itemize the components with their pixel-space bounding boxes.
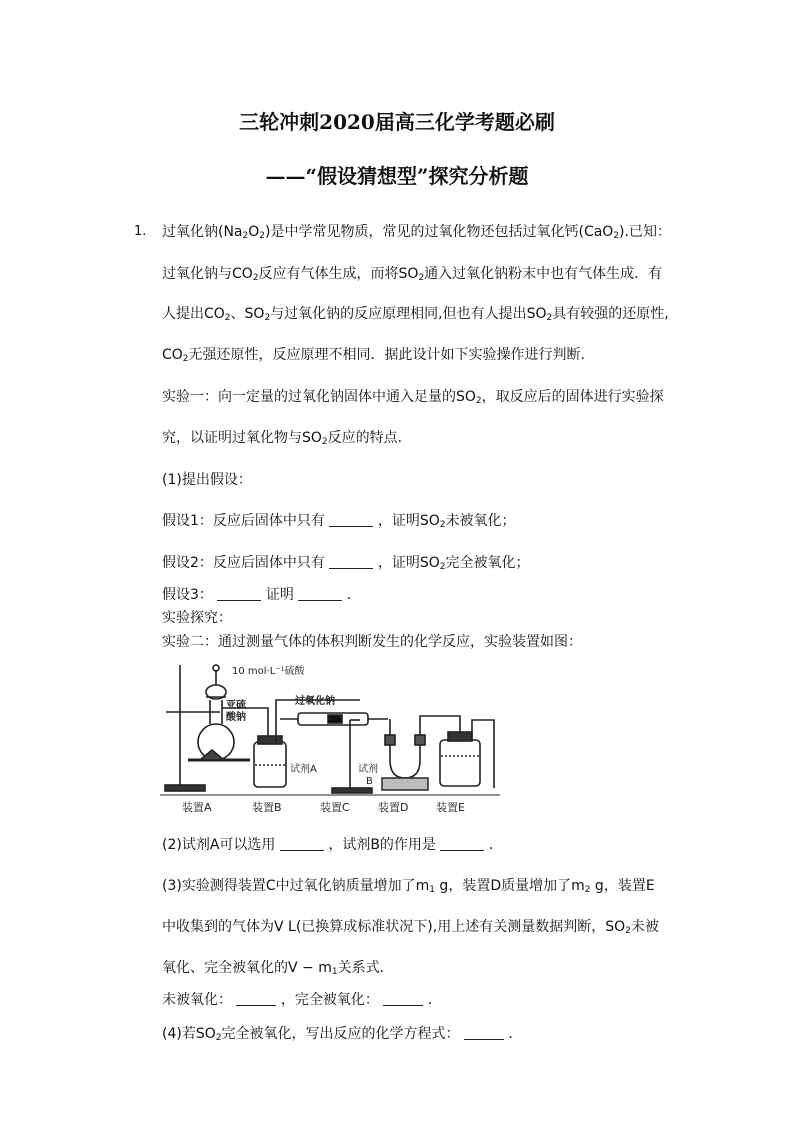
question-line-3: 人提出$CO_2$、$SO_2$与过氧化钠的反应原理相同,但也有人提出$SO_2$具有较强的还原性, bbox=[162, 306, 669, 323]
part-2-reagent-a-blank[interactable] bbox=[280, 838, 324, 851]
part-3-line-3: 氧化、完全被氧化的$V - m_1$关系式． bbox=[162, 960, 394, 977]
experiment-explore-heading: 实验探究： bbox=[162, 610, 232, 626]
figure-label-device-c: 装置C bbox=[320, 801, 350, 814]
hypothesis-2-blank[interactable] bbox=[329, 556, 373, 569]
part-1-heading: (1)提出假设： bbox=[162, 472, 252, 488]
page-subtitle: ——“假设猜想型”探究分析题 bbox=[265, 164, 529, 188]
figure-label-reagent-b-2: B bbox=[366, 776, 373, 787]
hypothesis-1-blank[interactable] bbox=[329, 514, 373, 527]
fully-oxidized-blank[interactable] bbox=[383, 993, 423, 1006]
hypothesis-1: 假设1：反应后固体中只有 ，证明$SO_2$未被氧化； bbox=[162, 513, 516, 530]
part-2: (2)试剂A可以选用 ，试剂B的作用是 ． bbox=[162, 837, 503, 853]
not-oxidized-blank[interactable] bbox=[236, 993, 276, 1006]
part-3-line-2: 中收集到的气体为V L(已换算成标准状况下),用上述有关测量数据判断，$SO_2$未被 bbox=[162, 919, 659, 936]
question-line-4: $CO_2$无强还原性，反应原理不相同．据此设计如下实验操作进行判断． bbox=[162, 347, 595, 364]
question-number: 1. bbox=[134, 224, 147, 239]
part-3-line-1: (3)实验测得装置C中过氧化钠质量增加了$m_1$ g，装置D质量增加了$m_2$ g，装置E bbox=[162, 878, 655, 895]
page-title: 三轮冲刺2020届高三化学考题必刷 bbox=[239, 110, 555, 134]
figure-label-sulfite-2: 酸钠 bbox=[226, 712, 246, 723]
equation-blank[interactable] bbox=[464, 1027, 504, 1040]
figure-label-sulfite-1: 亚硫 bbox=[226, 700, 246, 711]
experiment-one-line-1: 实验一：向一定量的过氧化钠固体中通入足量的$SO_2$，取反应后的固体进行实验探 bbox=[162, 389, 664, 406]
figure-label-reagent-b-1: 试剂 bbox=[358, 764, 378, 775]
figure-label-device-a: 装置A bbox=[182, 801, 212, 814]
figure-label-acid: 10 mol·L⁻¹硫酸 bbox=[232, 666, 305, 677]
figure-label-peroxide: 过氧化钠 bbox=[295, 696, 335, 707]
apparatus-figure bbox=[160, 660, 500, 820]
figure-label-device-d: 装置D bbox=[378, 801, 409, 814]
experiment-one-line-2: 究，以证明过氧化物与$SO_2$反应的特点． bbox=[162, 430, 412, 447]
figure-label-device-e: 装置E bbox=[436, 801, 465, 814]
hypothesis-3: 假设3： 证明 ． bbox=[162, 587, 361, 603]
part-2-reagent-b-blank[interactable] bbox=[440, 838, 484, 851]
hypothesis-2: 假设2：反应后固体中只有 ，证明$SO_2$完全被氧化； bbox=[162, 555, 530, 572]
question-line-1: 过氧化钠$(Na_2O_2)$是中学常见物质，常见的过氧化物还包括过氧化钙(CaO$_2$).已知： bbox=[162, 224, 671, 241]
hypothesis-3-blank[interactable] bbox=[217, 588, 261, 601]
part-4: (4)若$SO_2$完全被氧化，写出反应的化学方程式： ． bbox=[162, 1026, 523, 1043]
figure-label-reagent-a: 试剂A bbox=[290, 764, 317, 775]
hypothesis-3-proof-blank[interactable] bbox=[298, 588, 342, 601]
figure-label-device-b: 装置B bbox=[252, 801, 282, 814]
part-3-answers: 未被氧化： ，完全被氧化： ． bbox=[162, 992, 442, 1008]
experiment-two-line: 实验二：通过测量气体的体积判断发生的化学反应，实验装置如图： bbox=[162, 634, 582, 650]
question-line-2: 过氧化钠与$CO_2$反应有气体生成，而将$SO_2$通入过氧化钠粉末中也有气体生成．有 bbox=[162, 266, 663, 283]
